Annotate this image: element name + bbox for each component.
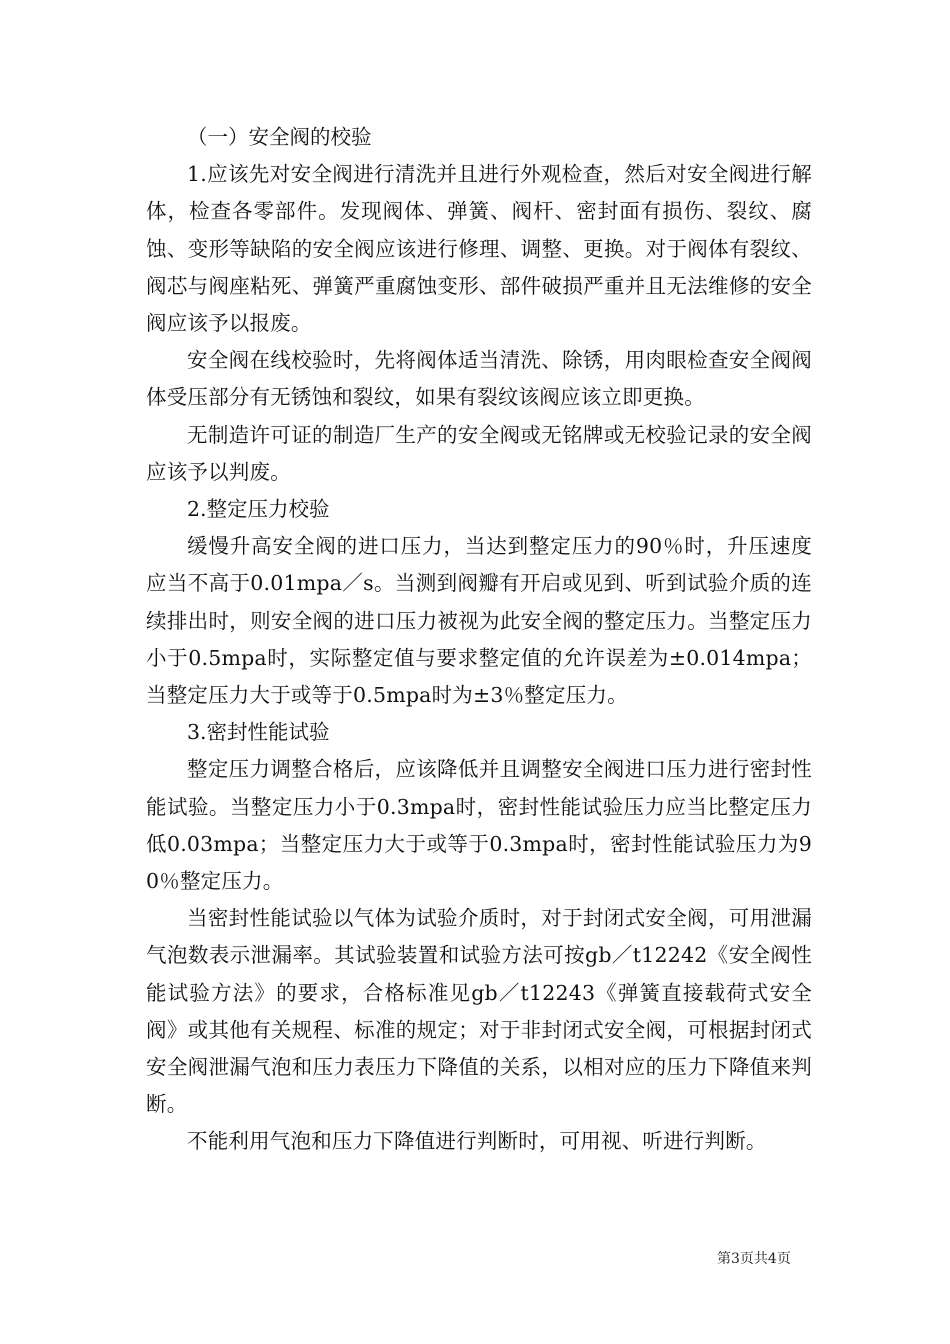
paragraph: 不能利用气泡和压力下降值进行判断时，可用视、听进行判断。 bbox=[187, 1129, 767, 1154]
document-body bbox=[146, 119, 812, 1161]
section-heading: 3.密封性能试验 bbox=[187, 720, 330, 745]
section-heading: （一）安全阀的校验 bbox=[187, 125, 372, 149]
page-number-label: 第3页共4页 bbox=[717, 1251, 791, 1267]
paragraph: 整定压力调整合格后，应该降低并且调整安全阀进口压力进行密封性能试验。当整定压力小于0.3mpa时，密封性能试验压力应当比整定压力低0.03mpa；当整定压力大于或等于0.3mpa时，密封性能试验压力为90％整定压力。 bbox=[146, 757, 812, 894]
paragraph: 缓慢升高安全阀的进口压力，当达到整定压力的90％时，升压速度应当不高于0.01mpa／s。当测到阀瓣有开启或见到、听到试验介质的连续排出时，则安全阀的进口压力被视为此安全阀的整定压力。当整定压力小于0.5mpa时，实际整定值与要求整定值的允许误差为±0.014mpa；当整定压力大于或等于0.5mpa时为±3％整定压力。 bbox=[146, 534, 812, 708]
paragraph: 1.应该先对安全阀进行清洗并且进行外观检查，然后对安全阀进行解体，检查各零部件。发现阀体、弹簧、阀杆、密封面有损伤、裂纹、腐蚀、变形等缺陷的安全阀应该进行修理、调整、更换。对于阀体有裂纹、阀芯与阀座粘死、弹簧严重腐蚀变形、部件破损严重并且无法维修的安全阀应该予以报废。 bbox=[146, 162, 812, 336]
section-heading: 2.整定压力校验 bbox=[187, 497, 330, 522]
paragraph: 当密封性能试验以气体为试验介质时，对于封闭式安全阀，可用泄漏气泡数表示泄漏率。其试验装置和试验方法可按gb／t12242《安全阀性能试验方法》的要求，合格标准见gb／t12243《弹簧直接载荷式安全阀》或其他有关规程、标准的规定；对于非封闭式安全阀，可根据封闭式安全阀泄漏气泡和压力表压力下降值的关系，以相对应的压力下降值来判断。 bbox=[146, 906, 812, 1117]
paragraph: 无制造许可证的制造厂生产的安全阀或无铭牌或无校验记录的安全阀应该予以判废。 bbox=[146, 422, 812, 484]
paragraph: 安全阀在线校验时，先将阀体适当清洗、除锈，用肉眼检查安全阀阀体受压部分有无锈蚀和裂纹，如果有裂纹该阀应该立即更换。 bbox=[146, 348, 812, 410]
